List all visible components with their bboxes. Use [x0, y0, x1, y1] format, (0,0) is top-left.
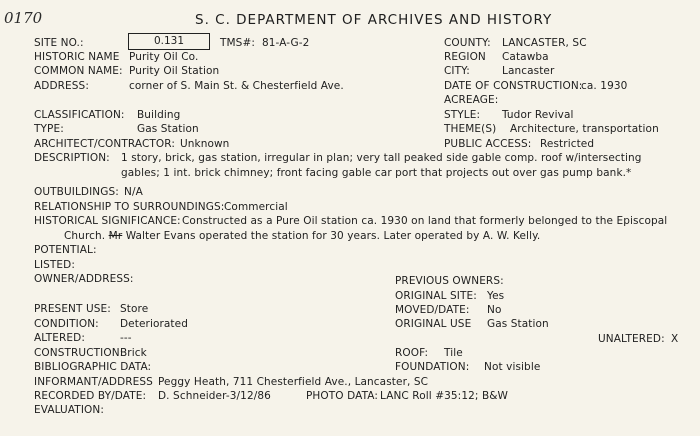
description-line-2: gables; 1 int. brick chimney; front facing gable car port that projects out over gas pump bank.*	[121, 167, 632, 179]
recorded-by-label: RECORDED BY/DATE:	[34, 390, 147, 402]
site-no-label: SITE NO.:	[34, 37, 84, 49]
public-access-value: Restricted	[540, 138, 595, 150]
type-label: TYPE:	[34, 123, 64, 135]
moved-date-label: MOVED/DATE:	[395, 304, 470, 316]
foundation-value: Not visible	[484, 361, 541, 373]
evaluation-label: EVALUATION:	[34, 404, 104, 416]
style-value: Tudor Revival	[502, 109, 574, 121]
original-site-label: ORIGINAL SITE:	[395, 290, 477, 302]
construction-value: Brick	[120, 347, 147, 359]
region-value: Catawba	[502, 51, 549, 63]
roof-label: ROOF:	[395, 347, 429, 359]
significance-line-2: Church. Mr Walter Evans operated the station for 30 years. Later operated by A. W. Kelly.	[64, 230, 541, 242]
informant-label: INFORMANT/ADDRESS	[34, 376, 153, 388]
acreage-label: ACREAGE:	[444, 94, 499, 106]
tms-value: 81-A-G-2	[262, 37, 310, 49]
owner-label: OWNER/ADDRESS:	[34, 273, 134, 285]
card-title: S. C. DEPARTMENT OF ARCHIVES AND HISTORY	[195, 12, 553, 28]
altered-label: ALTERED:	[34, 332, 85, 344]
significance-label: HISTORICAL SIGNIFICANCE:	[34, 215, 181, 227]
unaltered-label: UNALTERED:	[598, 333, 665, 345]
architect-label: ARCHITECT/CONTRACTOR:	[34, 138, 175, 150]
construction-label: CONSTRUCTION:	[34, 347, 124, 359]
historic-name-label: HISTORIC NAME	[34, 51, 120, 63]
date-construction-value: ca. 1930	[581, 80, 628, 92]
outbuildings-value: N/A	[124, 186, 143, 198]
county-label: COUNTY:	[444, 37, 491, 49]
surroundings-label: RELATIONSHIP TO SURROUNDINGS:	[34, 201, 225, 213]
architect-value: Unknown	[180, 138, 230, 150]
common-name-value: Purity Oil Station	[129, 65, 220, 77]
photo-data-label: PHOTO DATA:	[306, 390, 379, 402]
description-label: DESCRIPTION:	[34, 152, 110, 164]
common-name-label: COMMON NAME:	[34, 65, 123, 77]
previous-owners-label: PREVIOUS OWNERS:	[395, 275, 504, 287]
county-value: LANCASTER, SC	[502, 37, 587, 49]
themes-label: THEME(S)	[444, 123, 497, 135]
condition-label: CONDITION:	[34, 318, 99, 330]
bibliographic-label: BIBLIOGRAPHIC DATA:	[34, 361, 152, 373]
historic-name-value: Purity Oil Co.	[129, 51, 199, 63]
public-access-label: PUBLIC ACCESS:	[444, 138, 532, 150]
original-use-label: ORIGINAL USE	[395, 318, 472, 330]
unaltered-value: X	[671, 333, 679, 345]
address-label: ADDRESS:	[34, 80, 89, 92]
informant-value: Peggy Heath, 711 Chesterfield Ave., Lancaster, SC	[158, 376, 429, 388]
photo-data-value: LANC Roll #35:12; B&W	[380, 390, 509, 402]
moved-date-value: No	[487, 304, 502, 316]
original-use-value: Gas Station	[487, 318, 549, 330]
altered-value: ---	[120, 332, 132, 344]
region-label: REGION	[444, 51, 486, 63]
address-value: corner of S. Main St. & Chesterfield Ave.	[129, 80, 344, 92]
classification-label: CLASSIFICATION:	[34, 109, 125, 121]
struck-text: Mr	[108, 230, 123, 242]
present-use-value: Store	[120, 303, 149, 315]
site-no-value: 0.131	[128, 33, 210, 50]
condition-value: Deteriorated	[120, 318, 188, 330]
present-use-label: PRESENT USE:	[34, 303, 111, 315]
city-value: Lancaster	[502, 65, 555, 77]
city-label: CITY:	[444, 65, 470, 77]
themes-value: Architecture, transportation	[510, 123, 659, 135]
potential-label: POTENTIAL:	[34, 244, 97, 256]
description-line-1: 1 story, brick, gas station, irregular in plan; very tall peaked side gable comp. roof w/intersecting	[121, 152, 642, 164]
surroundings-value: Commercial	[224, 201, 288, 213]
significance-line-1: Constructed as a Pure Oil station ca. 1930 on land that formerly belonged to the Episcopal	[182, 215, 668, 227]
classification-value: Building	[137, 109, 181, 121]
foundation-label: FOUNDATION:	[395, 361, 470, 373]
date-construction-label: DATE OF CONSTRUCTION:	[444, 80, 583, 92]
listed-label: LISTED:	[34, 259, 75, 271]
original-site-value: Yes	[487, 290, 505, 302]
outbuildings-label: OUTBUILDINGS:	[34, 186, 119, 198]
style-label: STYLE:	[444, 109, 481, 121]
card-number: 0170	[4, 9, 43, 27]
tms-label: TMS#:	[220, 37, 255, 49]
roof-value: Tile	[444, 347, 463, 359]
type-value: Gas Station	[137, 123, 199, 135]
recorded-by-value: D. Schneider-3/12/86	[158, 390, 271, 402]
